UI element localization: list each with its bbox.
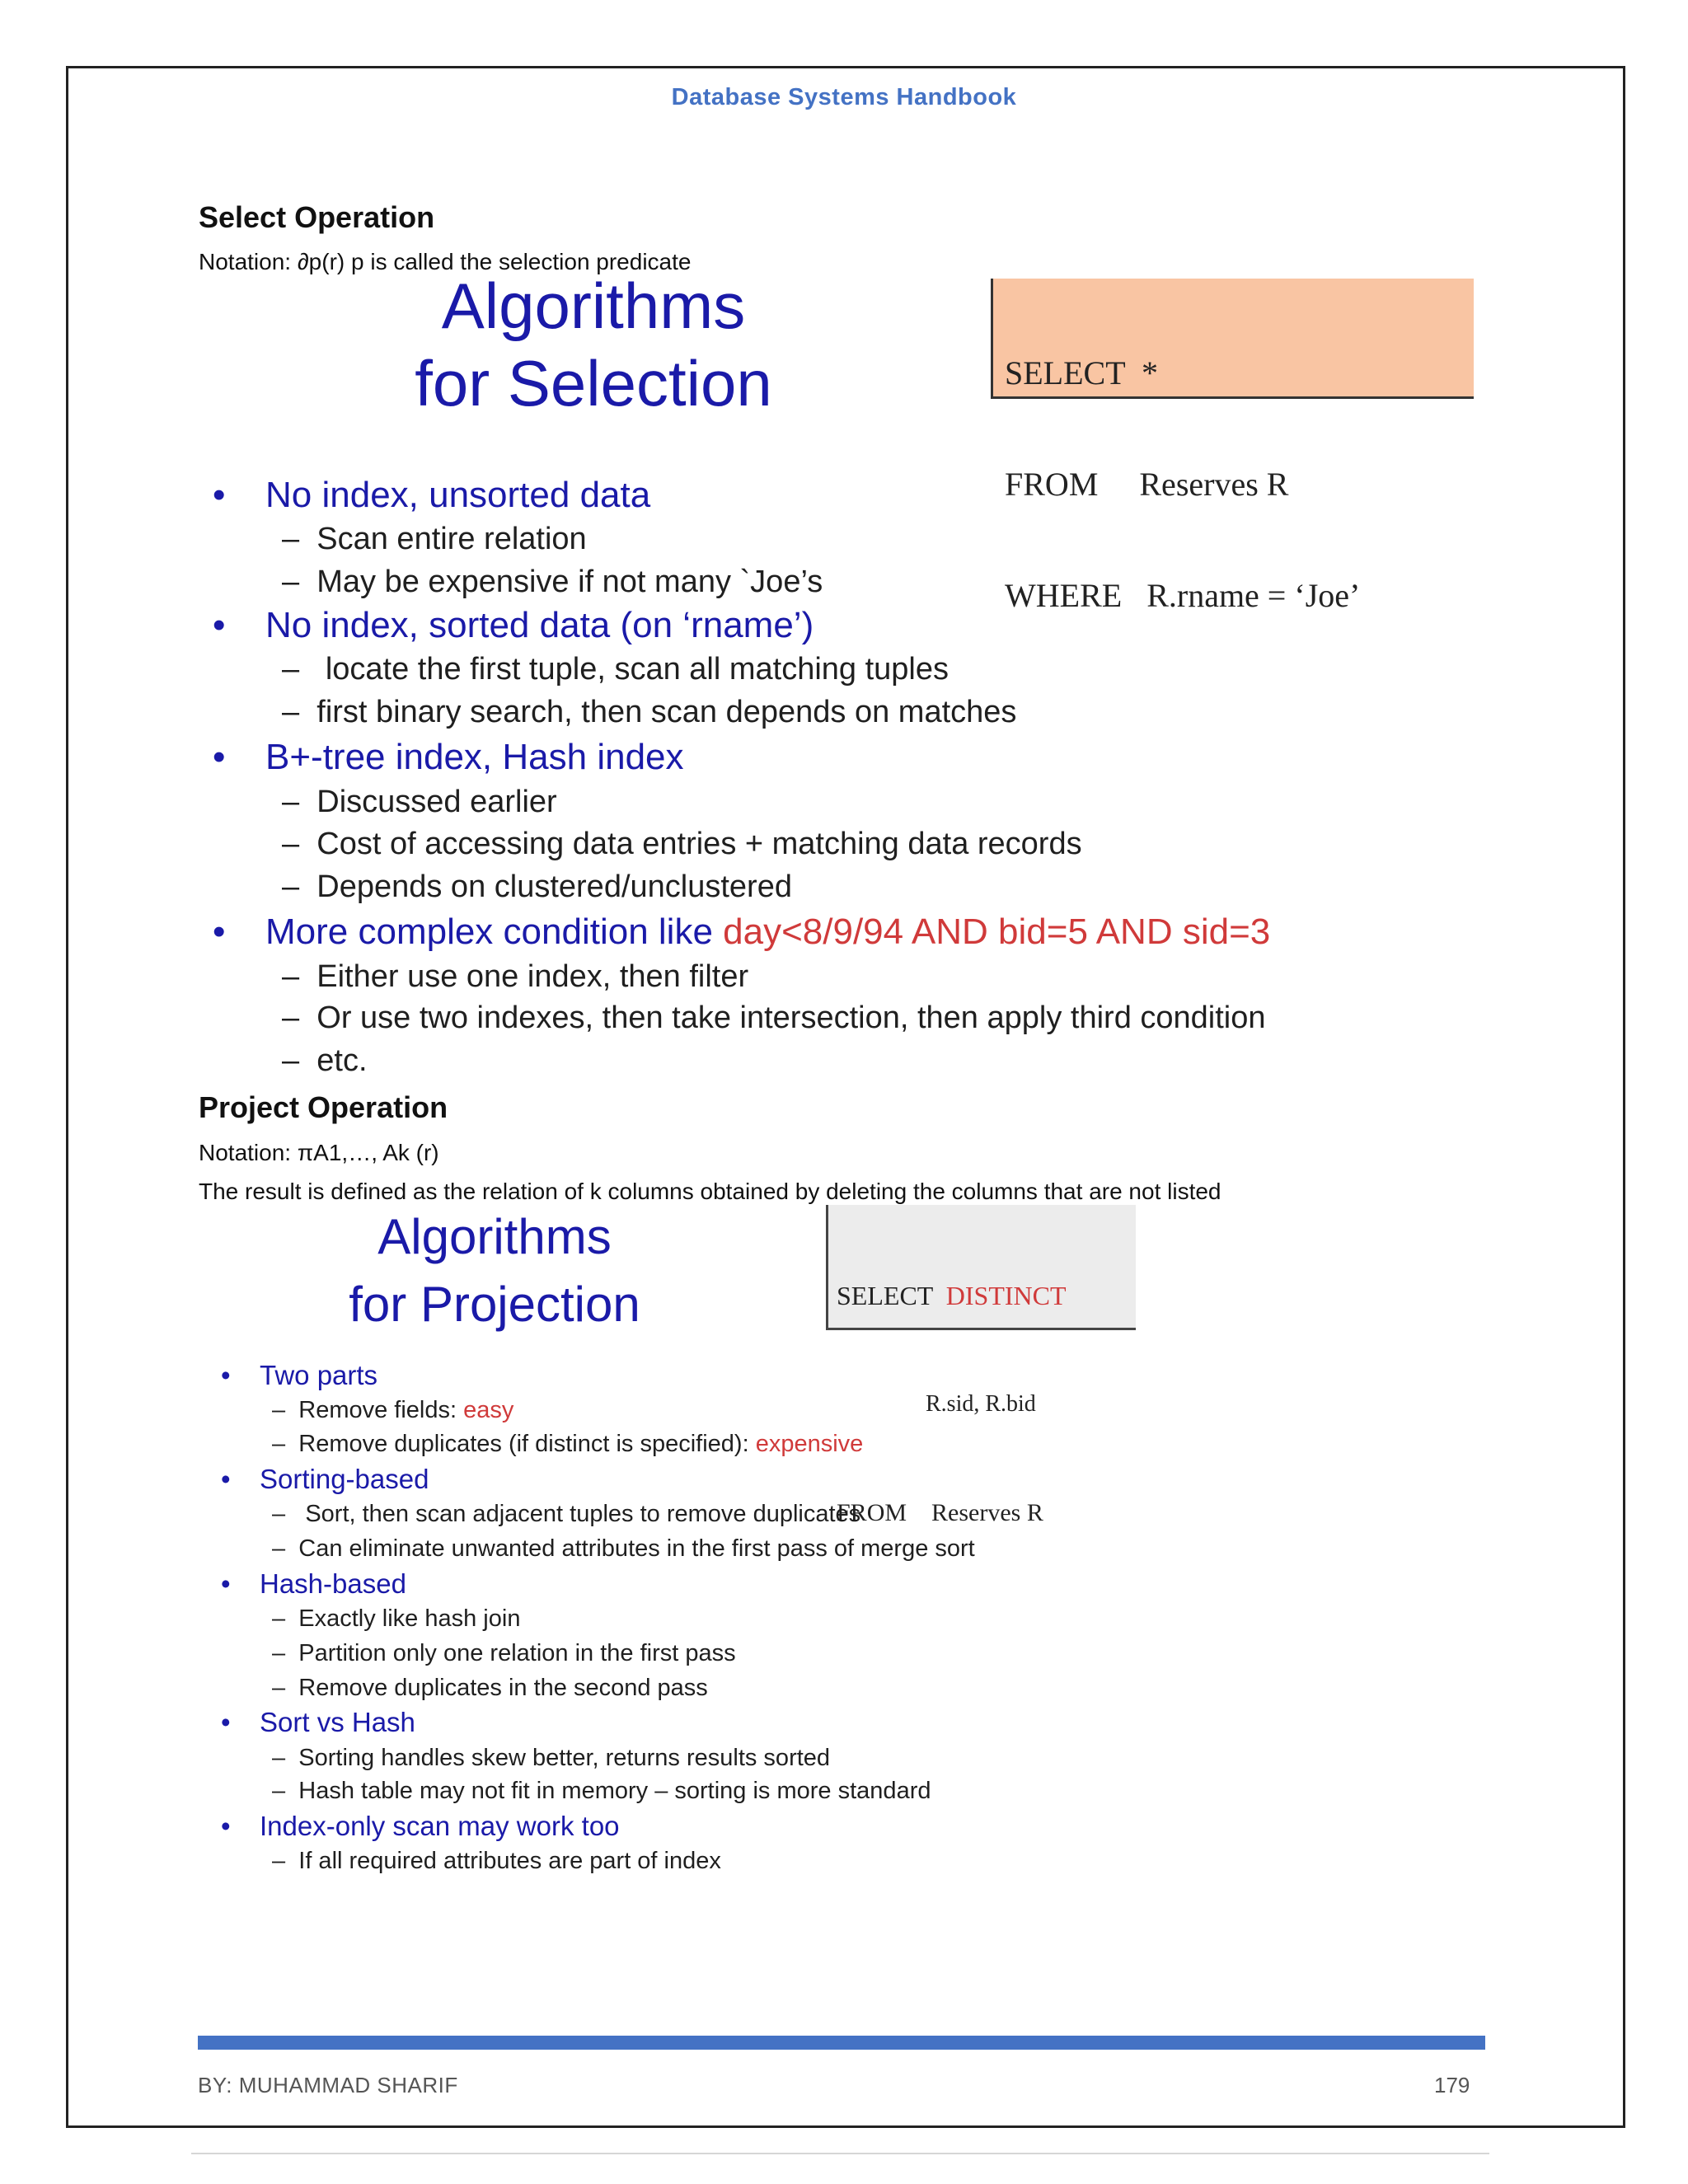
bullet-text: Sort vs Hash: [260, 1707, 415, 1737]
selection-title-line1: Algorithms: [441, 269, 746, 342]
bullet-dot: •: [221, 1811, 231, 1841]
bullet-dot: •: [221, 1568, 231, 1599]
sub-text: Remove duplicates (if distinct is specified):: [298, 1431, 756, 1457]
sub-text: Remove duplicates in the second pass: [298, 1675, 708, 1701]
sub-item: [282, 695, 1016, 730]
sql-distinct: DISTINCT: [945, 1281, 1067, 1310]
sub-highlight: expensive: [755, 1431, 864, 1457]
dash: –: [272, 1675, 286, 1701]
sub-item: [282, 869, 792, 905]
sql-line: SELECT *: [1005, 354, 1158, 391]
sub-text: Hash table may not fit in memory – sorting is more standard: [298, 1778, 931, 1804]
dash: –: [282, 869, 300, 904]
bullet-text: Two parts: [260, 1360, 378, 1390]
sub-item: [282, 1043, 368, 1079]
bullet-dot: •: [213, 737, 226, 777]
bullet-dot: •: [221, 1360, 231, 1390]
sub-item: [272, 1848, 721, 1875]
projection-title-line1: Algorithms: [377, 1209, 612, 1264]
sub-text: Sorting handles skew better, returns results sorted: [298, 1745, 831, 1771]
sub-text: Depends on clustered/unclustered: [316, 869, 792, 904]
bullet-dot: •: [221, 1464, 231, 1494]
sql-line: R.sid, R.bid: [926, 1391, 1036, 1417]
sub-text: Either use one index, then filter: [316, 959, 749, 994]
sub-item: [282, 785, 557, 820]
bullet-dot: •: [213, 475, 226, 515]
selection-slide-title: [363, 268, 824, 422]
sub-highlight: easy: [463, 1397, 514, 1423]
sub-item: [272, 1640, 736, 1667]
dash: –: [282, 565, 300, 599]
bullet-text: Hash-based: [260, 1568, 406, 1599]
bullet-text: [265, 912, 1270, 953]
sub-item: [282, 1001, 1266, 1036]
selection-title-line2: for Selection: [415, 346, 772, 419]
dash: –: [272, 1745, 286, 1771]
dash: –: [282, 652, 300, 687]
sub-item: [282, 827, 1082, 862]
dash: –: [272, 1640, 286, 1666]
sub-item: [282, 959, 748, 995]
sql-keyword: SELECT: [837, 1281, 933, 1310]
sub-text: Or use two indexes, then take intersection, then apply third condition: [316, 1001, 1266, 1035]
footer-divider-bar: [198, 2036, 1485, 2050]
bullet-text: Index-only scan may work too: [260, 1811, 620, 1841]
running-header: Database Systems Handbook: [671, 84, 1017, 110]
sub-item: [272, 1397, 513, 1424]
bullet-dot: •: [213, 605, 226, 645]
select-operation-heading: Select Operation: [199, 200, 435, 234]
bullet-text: Sorting-based: [260, 1464, 429, 1494]
sub-text: May be expensive if not many `Joe’s: [316, 565, 823, 599]
bullet-text: B+-tree index, Hash index: [265, 737, 684, 777]
bottom-rule: [191, 2153, 1489, 2154]
dash: –: [282, 785, 300, 819]
dash: –: [282, 1043, 300, 1078]
bullet-text-main: More complex condition like: [265, 912, 724, 952]
sub-item: [272, 1745, 830, 1772]
sub-text: etc.: [316, 1043, 368, 1078]
dash: –: [272, 1397, 286, 1423]
bullet-text-highlight: day<8/9/94 AND bid=5 AND sid=3: [723, 912, 1271, 952]
sub-text: Scan entire relation: [316, 522, 587, 556]
sub-item: [272, 1675, 708, 1702]
dash: –: [272, 1605, 286, 1632]
sub-text: Cost of accessing data entries + matching data records: [316, 827, 1082, 861]
dash: –: [272, 1778, 286, 1804]
projection-slide-title: [313, 1203, 676, 1338]
sub-item: [282, 565, 823, 600]
dash: –: [282, 1001, 300, 1035]
sub-item: [282, 652, 949, 687]
sub-item: [272, 1501, 860, 1528]
sub-text: Sort, then scan adjacent tuples to remove duplicates: [298, 1501, 861, 1527]
sub-item: [282, 522, 587, 557]
sub-text: If all required attributes are part of index: [298, 1848, 721, 1874]
dash: –: [272, 1848, 286, 1874]
dash: –: [282, 522, 300, 556]
sub-item: [272, 1535, 975, 1563]
sub-text: Discussed earlier: [316, 785, 557, 819]
projection-title-line2: for Projection: [349, 1277, 640, 1332]
sub-item: [272, 1605, 520, 1633]
sql-line: WHERE R.rname = ‘Joe’: [1005, 577, 1361, 614]
sub-text: first binary search, then scan depends on matches: [316, 695, 1017, 729]
page-number: 179: [1434, 2073, 1470, 2097]
sub-text: Partition only one relation in the first pass: [298, 1640, 736, 1666]
sub-item: [272, 1778, 931, 1805]
bullet-text: No index, unsorted data: [265, 475, 651, 515]
dash: –: [282, 959, 300, 994]
selection-sql-box: [991, 279, 1474, 614]
project-notation: Notation: πA1,…, Ak (r): [199, 1140, 439, 1165]
sub-text: locate the first tuple, scan all matching tuples: [316, 652, 950, 687]
sub-text: Exactly like hash join: [298, 1605, 521, 1632]
sub-text: Can eliminate unwanted attributes in the first pass of merge sort: [298, 1535, 975, 1562]
sql-line: [837, 1277, 1128, 1314]
bullet-dot: •: [213, 912, 226, 952]
project-description: The result is defined as the relation of k columns obtained by deleting the columns that are not listed: [199, 1179, 1221, 1204]
bullet-text: No index, sorted data (on ‘rname’): [265, 605, 814, 645]
bullet-dot: •: [221, 1707, 231, 1737]
dash: –: [272, 1501, 286, 1527]
sub-item: [272, 1431, 863, 1458]
project-operation-heading: Project Operation: [199, 1090, 448, 1124]
sql-line: FROM Reserves R: [837, 1499, 1043, 1526]
sql-line: FROM Reserves R: [1005, 466, 1289, 503]
footer-author: BY: MUHAMMAD SHARIF: [198, 2073, 458, 2097]
dash: –: [282, 695, 300, 729]
dash: –: [272, 1535, 286, 1562]
sub-text: Remove fields:: [298, 1397, 464, 1423]
dash: –: [272, 1431, 286, 1457]
select-notation: Notation: ∂p(r) p is called the selection predicate: [199, 249, 692, 274]
projection-sql-box: [826, 1205, 1136, 1526]
dash: –: [282, 827, 300, 861]
